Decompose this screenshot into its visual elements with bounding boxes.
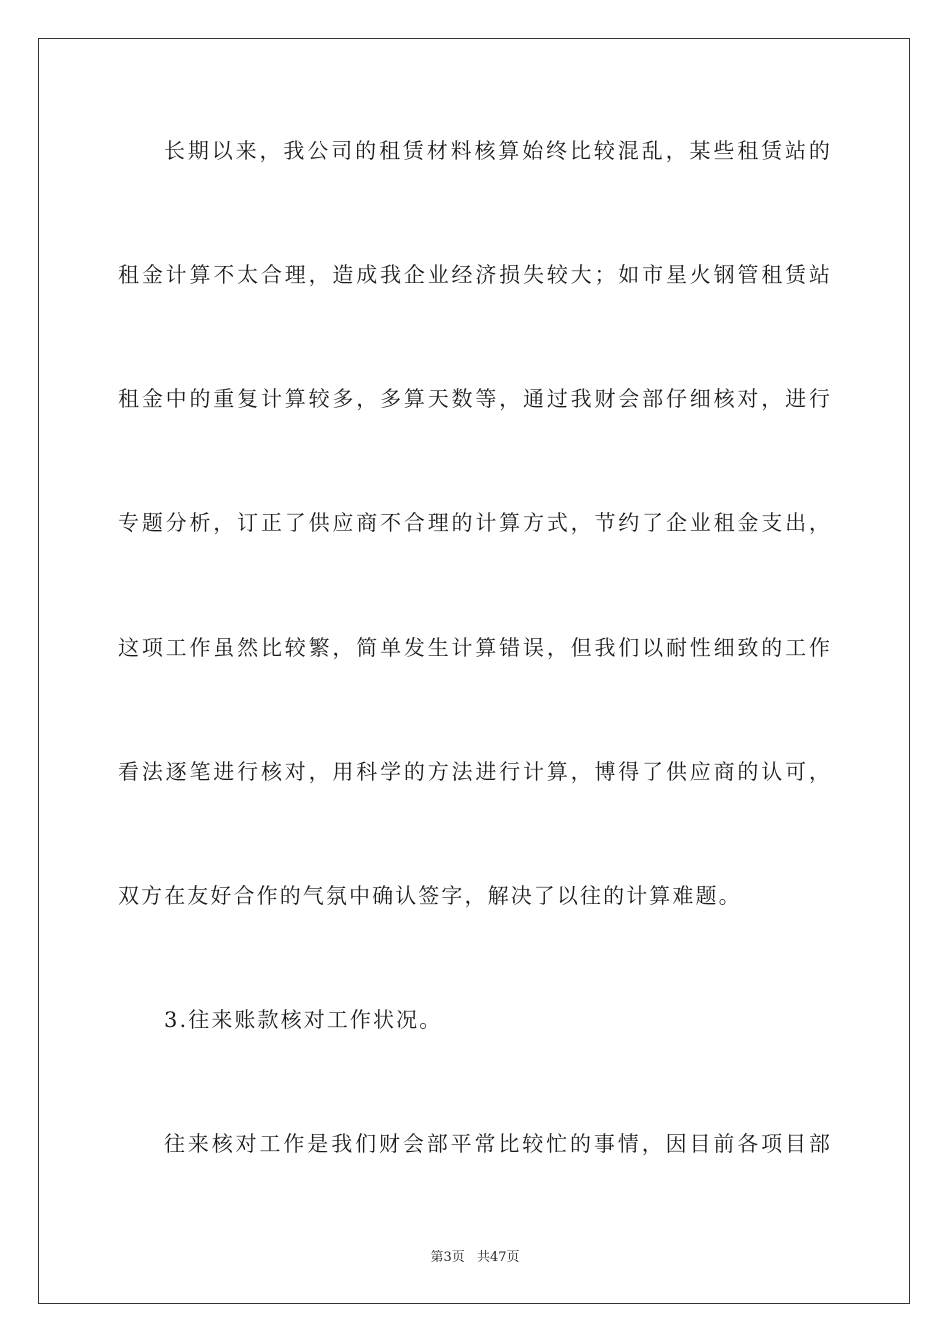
page-frame	[38, 38, 910, 1304]
paragraph-line: 租金计算不太合理，造成我企业经济损失较大；如市星火钢管租赁站	[118, 263, 832, 287]
page-footer	[0, 1246, 950, 1265]
paragraph-line: 双方在友好合作的气氛中确认签字，解决了以往的计算难题。	[118, 884, 742, 908]
page-number: 第3页	[430, 1250, 465, 1265]
section-heading: 3.往来账款核对工作状况。	[164, 1008, 443, 1032]
total-pages: 共47页	[476, 1250, 520, 1265]
paragraph-line: 往来核对工作是我们财会部平常比较忙的事情，因目前各项目部	[164, 1132, 832, 1156]
paragraph-line: 这项工作虽然比较繁，简单发生计算错误，但我们以耐性细致的工作	[118, 636, 832, 660]
paragraph-line: 看法逐笔进行核对，用科学的方法进行计算，博得了供应商的认可，	[118, 760, 832, 784]
paragraph-line: 长期以来，我公司的租赁材料核算始终比较混乱，某些租赁站的	[164, 139, 832, 163]
paragraph-line: 租金中的重复计算较多，多算天数等，通过我财会部仔细核对，进行	[118, 387, 832, 411]
paragraph-line: 专题分析，订正了供应商不合理的计算方式，节约了企业租金支出，	[118, 511, 832, 535]
